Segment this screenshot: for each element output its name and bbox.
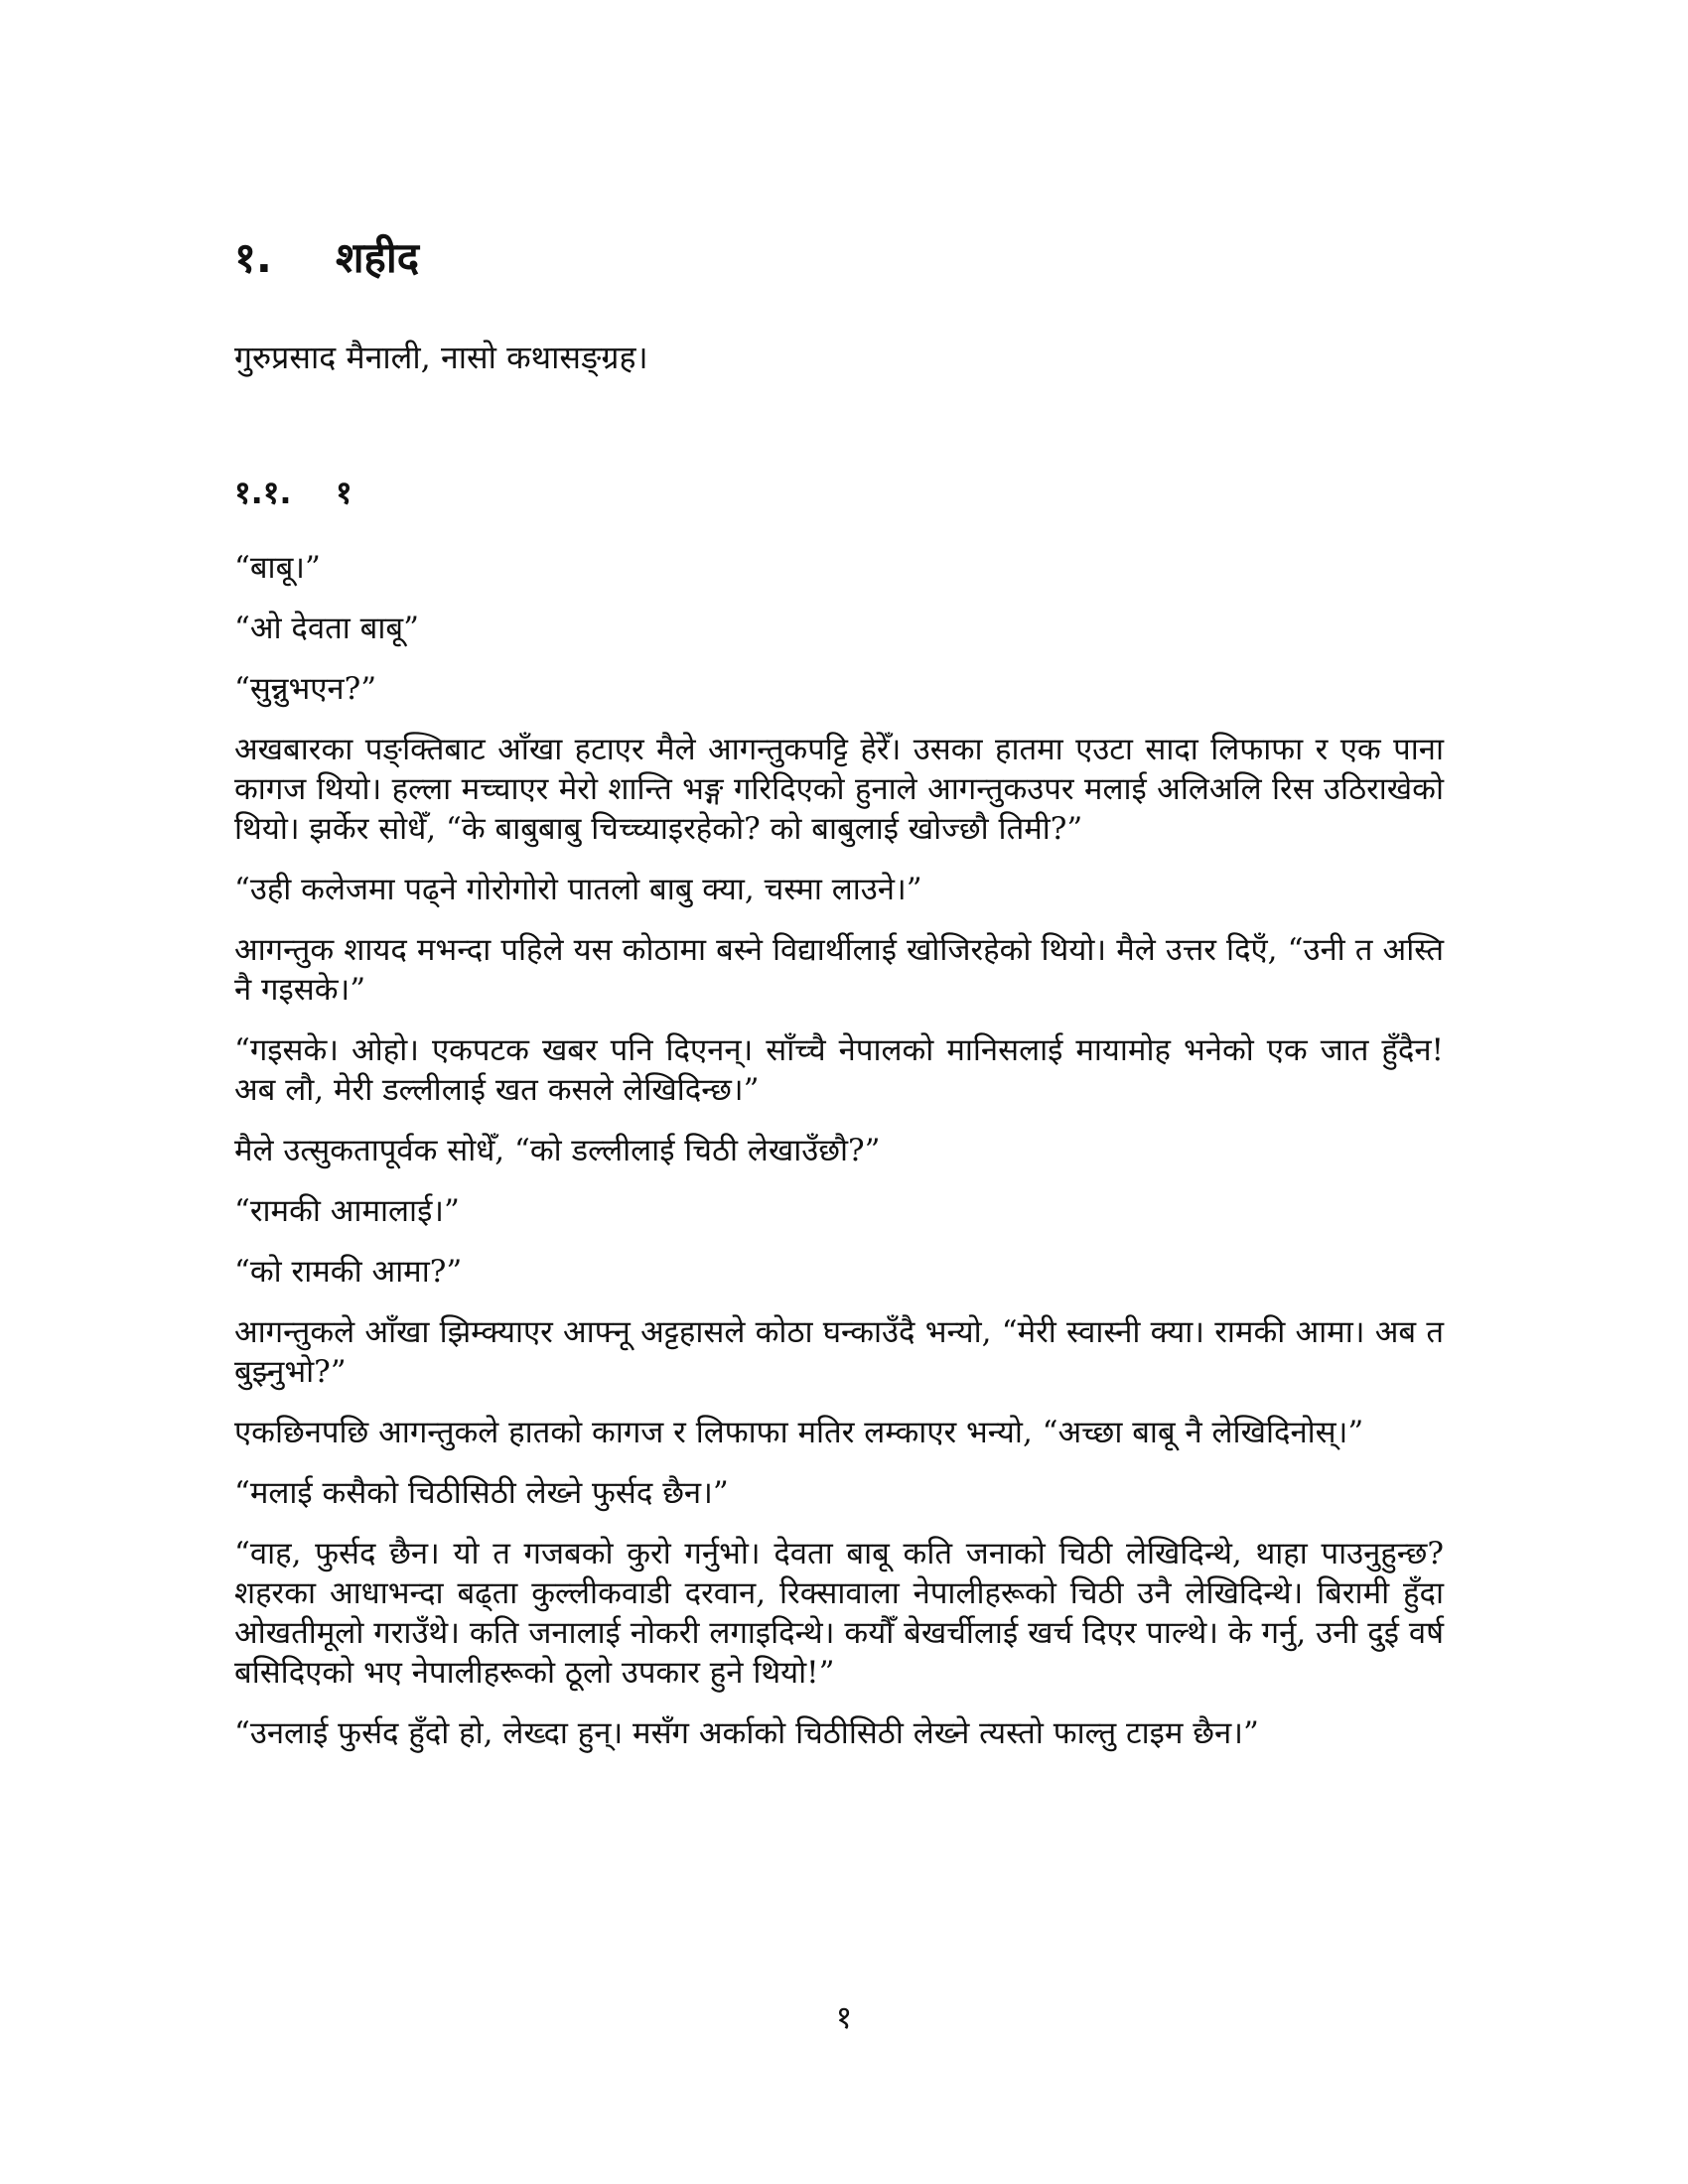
paragraph-1: “बाबू।” xyxy=(234,550,321,586)
paragraph-15: “उनलाई फुर्सद हुँदो हो, लेख्दा हुन्। मसँग अर्काको चिठीसिठी लेख्ने त्यस्तो फाल्तु टाइम छैन।” xyxy=(234,1715,1259,1751)
chapter-number: १. xyxy=(234,233,272,282)
paragraph-7: “गइसके। ओहो। एकपटक खबर पनि दिएनन्। साँच्चै नेपालको मानिसलाई मायामोह भनेको एक जात हुँदैन! अब लौ, मेरी डल्लीलाई खत कसले लेखिदिन्छ।” xyxy=(234,1032,1444,1108)
paragraph-6: आगन्तुक शायद मभन्दा पहिले यस कोठामा बस्ने विद्यार्थीलाई खोजिरहेको थियो। मैले उत्तर दिएँ, “उनी त अस्ति नै गइसके।” xyxy=(234,932,1444,1008)
source-citation: गुरुप्रसाद मैनाली, नासो कथासङ्ग्रह। xyxy=(234,339,648,376)
paragraph-9: “रामकी आमालाई।” xyxy=(234,1193,460,1229)
paragraph-5: “उही कलेजमा पढ्ने गोरोगोरो पातलो बाबु क्या, चस्मा लाउने।” xyxy=(234,872,922,907)
paragraph-11: आगन्तुकले आँखा झिम्क्याएर आफ्नू अट्टहासले कोठा घन्काउँदै भन्यो, “मेरी स्वास्नी क्या। रामकी आमा। अब त बुझ्नुभो?” xyxy=(234,1314,1444,1390)
paragraph-14: “वाह, फुर्सद छैन। यो त गजबको कुरो गर्नुभो। देवता बाबू कति जनाको चिठी लेखिदिन्थे, थाहा पाउनुहुन्छ? शहरका आधाभन्दा बढ्ता कुल्लीकवाडी दरवान, रिक्सावाला नेपालीहरूको चिठी उनै लेखिदिन्थे। बिरामी हुँदा ओखतीमूलो गराउँथे। कति जनालाई नोकरी लगाइदिन्थे। कयौँ बेखर्चीलाई खर्च दिएर पाल्थे। के गर्नु, उनी दुई वर्ष बसिदिएको भए नेपालीहरूको ठूलो उपकार हुने थियो!” xyxy=(234,1536,1444,1691)
chapter-title: शहीद xyxy=(336,233,420,282)
paragraph-2: “ओ देवता बाबू” xyxy=(234,611,419,646)
paragraph-3: “सुन्नुभएन?” xyxy=(234,671,377,707)
section-number: १.१. xyxy=(234,474,292,511)
paragraph-8: मैले उत्सुकतापूर्वक सोधेँ, “को डल्लीलाई चिठी लेखाउँछौ?” xyxy=(234,1133,881,1168)
paragraph-10: “को रामकी आमा?” xyxy=(234,1254,463,1290)
page-number: १ xyxy=(835,1998,853,2036)
section-title: १ xyxy=(336,474,352,511)
paragraph-12: एकछिनपछि आगन्तुकले हातको कागज र लिफाफा मतिर लम्काएर भन्यो, “अच्छा बाबू नै लेखिदिनोस्।” xyxy=(234,1415,1364,1450)
section-heading xyxy=(234,471,1444,514)
chapter-heading xyxy=(234,228,1444,288)
page-content xyxy=(234,228,1444,1774)
paragraph-4: अखबारका पङ्क्तिबाट आँखा हटाएर मैले आगन्तुकपट्टि हेरेँ। उसका हातमा एउटा सादा लिफाफा र एक पाना कागज थियो। हल्ला मच्चाएर मेरो शान्ति भङ्ग गरिदिएको हुनाले आगन्तुकउपर मलाई अलिअलि रिस उठिराखेको थियो। झर्केर सोधेँ, “के बाबुबाबु चिच्च्याइरहेको? को बाबुलाई खोज्छौ तिमी?” xyxy=(234,732,1444,847)
paragraph-13: “मलाई कसैको चिठीसिठी लेख्ने फुर्सद छैन।” xyxy=(234,1475,729,1511)
